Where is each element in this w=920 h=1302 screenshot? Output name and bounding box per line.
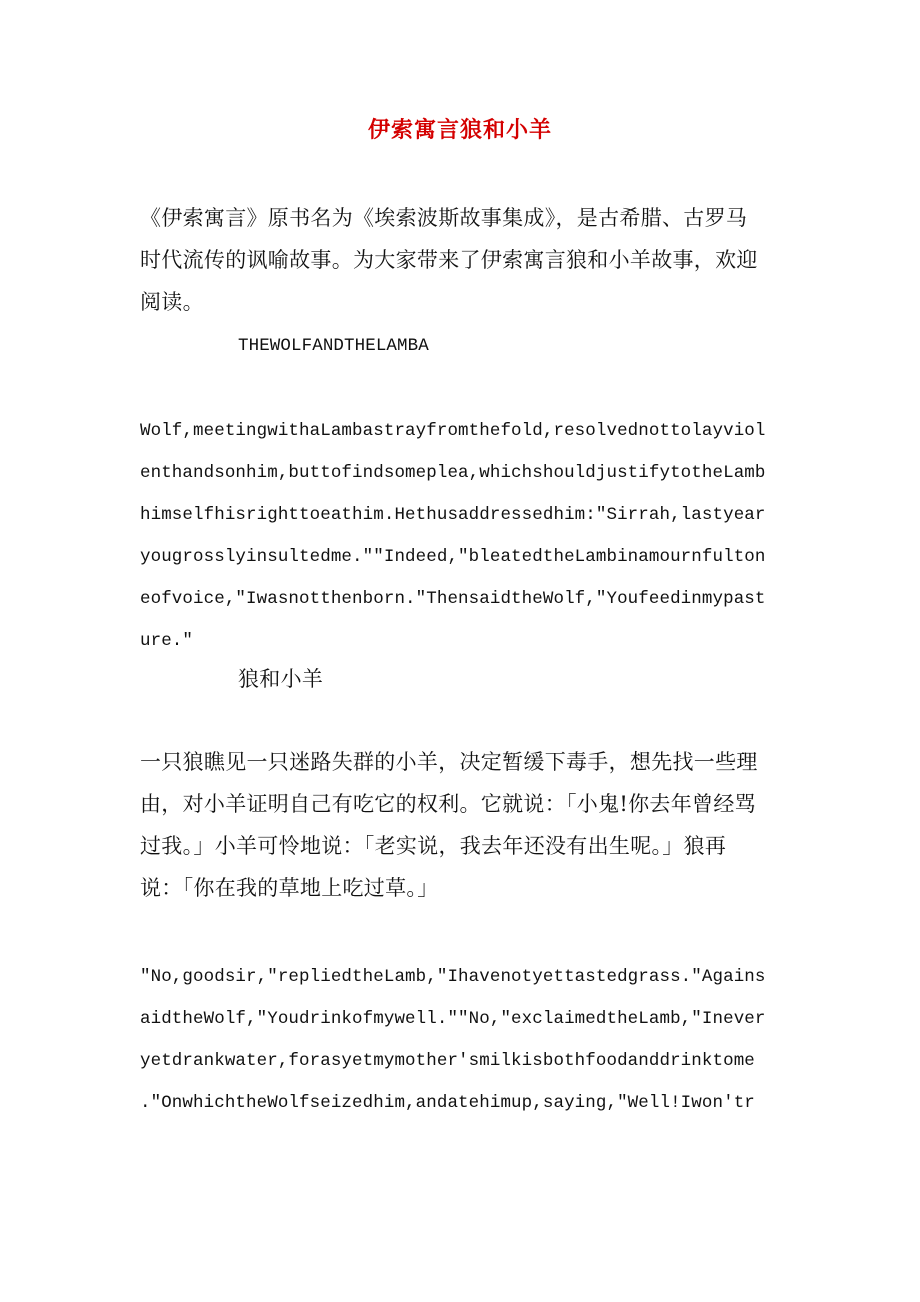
chinese-paragraph xyxy=(140,741,780,909)
english-line: "No,goodsir,"repliedtheLamb,"Ihavenotyettastedgrass."Agains xyxy=(140,967,766,987)
english-paragraph-2 xyxy=(140,956,780,1124)
english-line: eofvoice,"Iwasnotthenborn."ThensaidtheWolf,"Youfeedinmypast xyxy=(140,589,766,609)
chinese-heading: 狼和小羊 xyxy=(238,667,324,691)
english-line: himselfhisrighttoeathim.Hethusaddressedhim:"Sirrah,lastyear xyxy=(140,505,766,525)
intro-line: 《伊索寓言》原书名为《埃索波斯故事集成》，是古希腊、古罗马 xyxy=(140,206,748,230)
english-line: enthandsonhim,buttofindsomeplea,whichshouldjustifytotheLamb xyxy=(140,463,766,483)
english-heading: THEWOLFANDTHELAMBA xyxy=(238,336,429,356)
chinese-line: 一只狼瞧见一只迷路失群的小羊，决定暂缓下毒手，想先找一些理 xyxy=(140,750,758,774)
document-title: 伊索寓言狼和小羊 xyxy=(367,117,552,143)
chinese-line: 说：「你在我的草地上吃过草。」 xyxy=(140,876,439,900)
intro-paragraph xyxy=(140,197,780,323)
english-line: ure." xyxy=(140,631,194,651)
intro-line: 阅读。 xyxy=(140,290,204,314)
english-line: yetdrankwater,forasyetmymother′smilkisbothfoodanddrinktome xyxy=(140,1051,755,1071)
english-line: yougrosslyinsultedme.""Indeed,"bleatedtheLambinamournfulton xyxy=(140,547,766,567)
english-line: aidtheWolf,"Youdrinkofmywell.""No,"exclaimedtheLamb,"Inever xyxy=(140,1009,766,1029)
english-line: ."OnwhichtheWolfseizedhim,andatehimup,saying,"Well!Iwon′tr xyxy=(140,1093,755,1113)
intro-line: 时代流传的讽喻故事。为大家带来了伊索寓言狼和小羊故事，欢迎 xyxy=(140,248,758,272)
chinese-line: 由，对小羊证明自己有吃它的权利。它就说：「小鬼!你去年曾经骂 xyxy=(140,792,756,816)
english-line: Wolf,meetingwithaLambastrayfromthefold,resolvednottolayviol xyxy=(140,421,766,441)
english-paragraph-1 xyxy=(140,410,780,662)
chinese-line: 过我。」小羊可怜地说：「老实说，我去年还没有出生呢。」狼再 xyxy=(140,834,727,858)
